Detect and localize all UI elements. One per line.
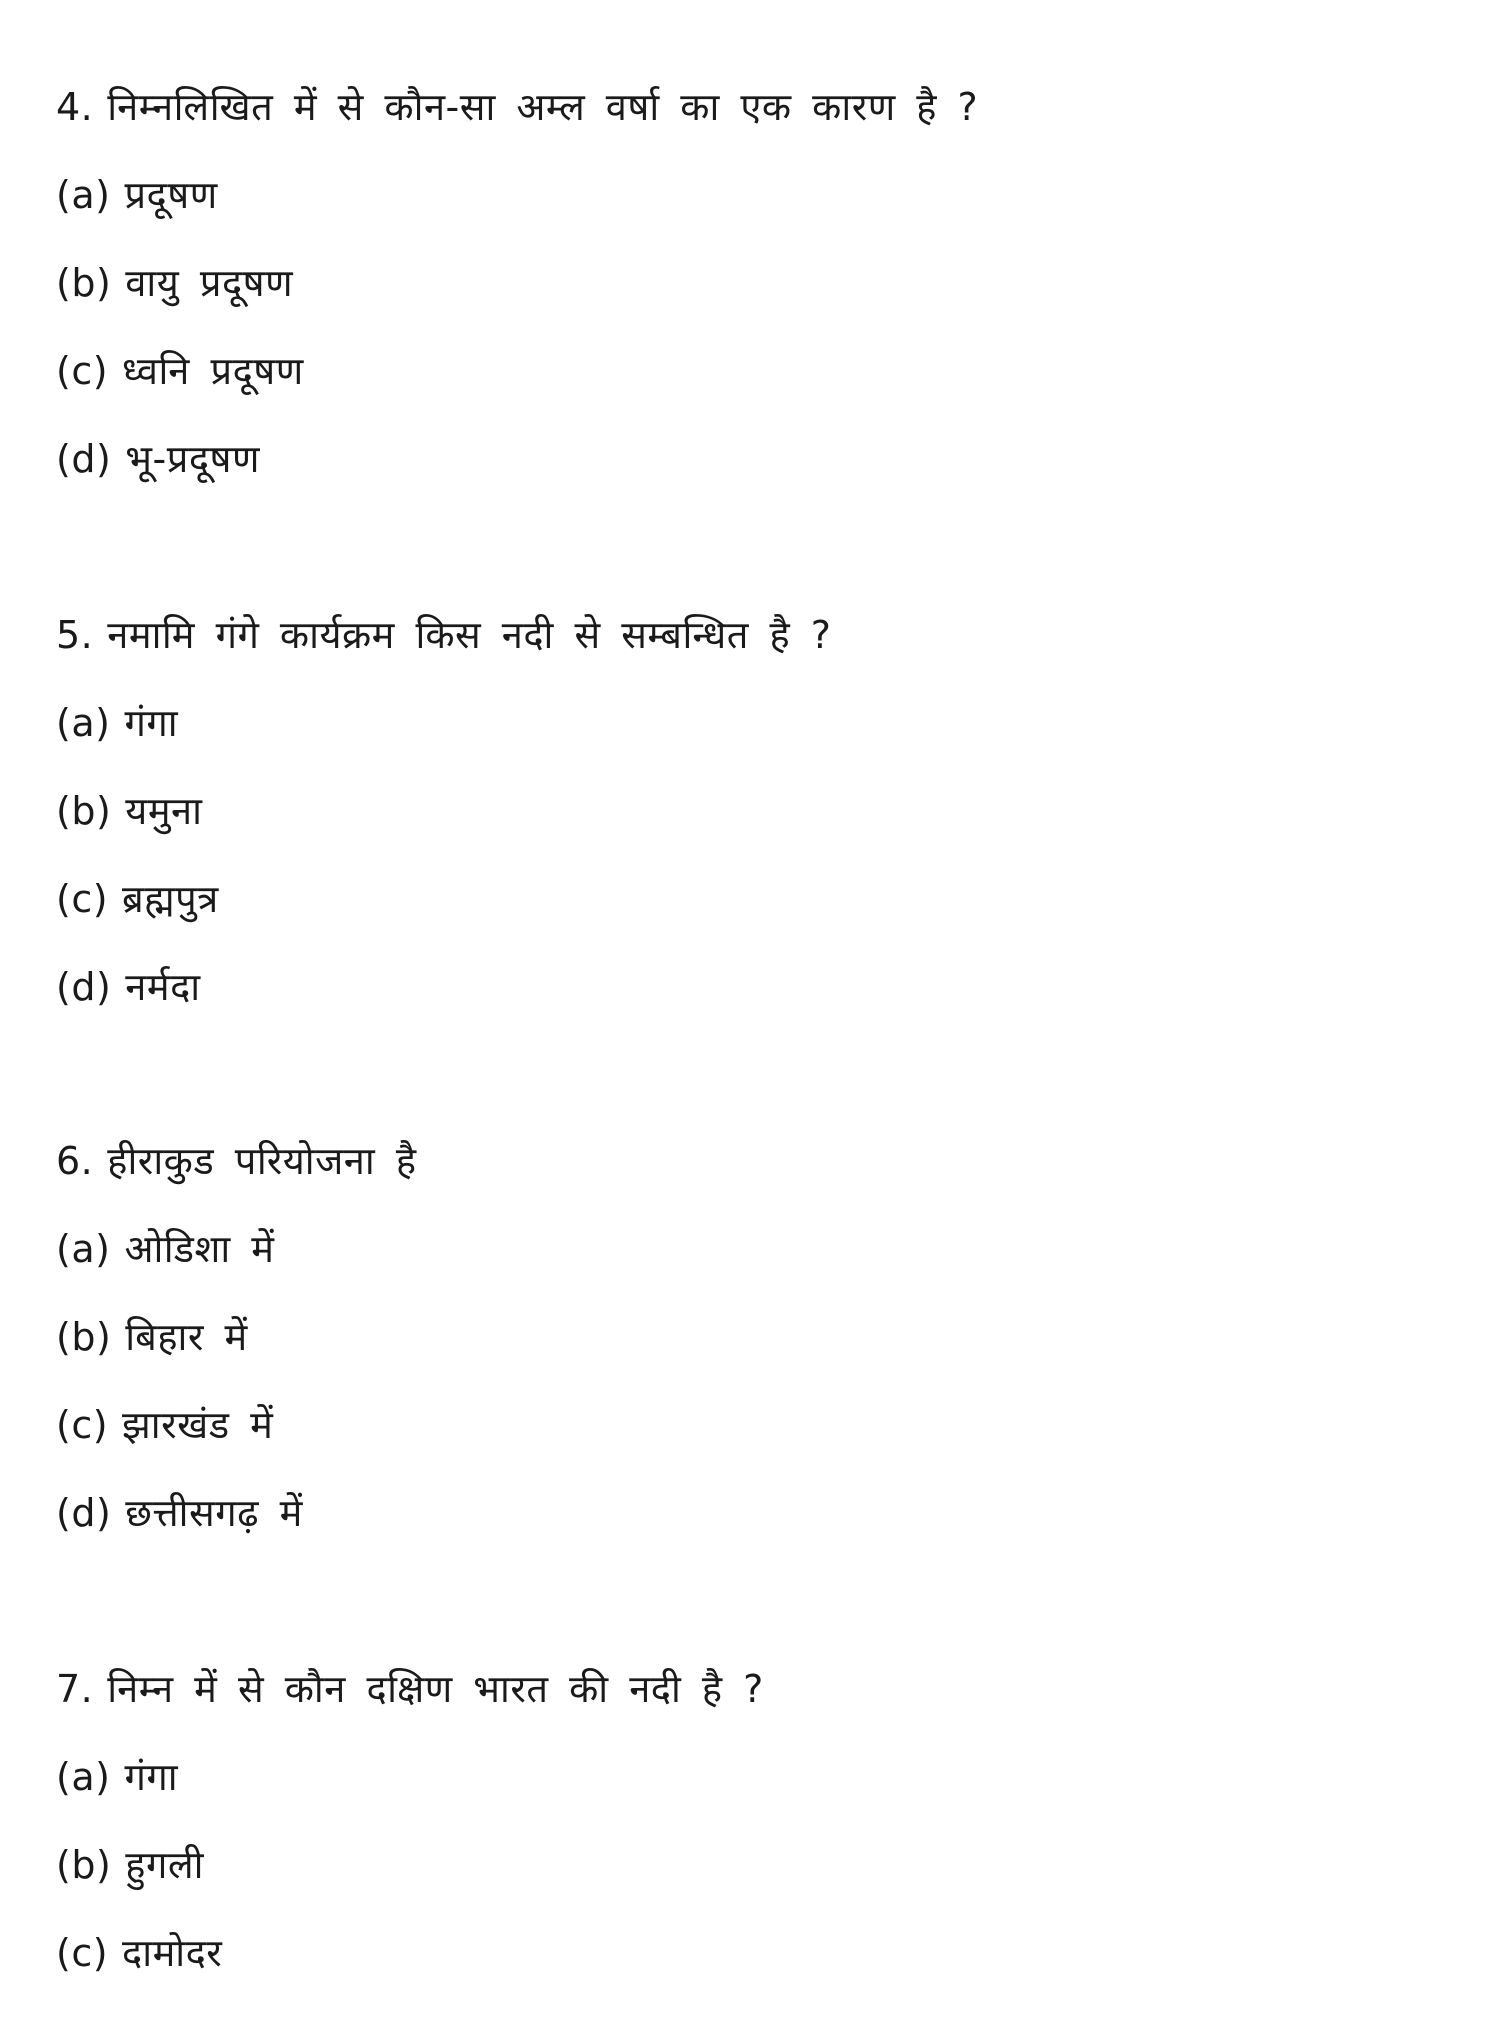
option-text: भू-प्रदूषण <box>125 437 260 481</box>
option-label: (a) <box>56 173 111 217</box>
option-text: यमुना <box>125 789 203 833</box>
option-label: (c) <box>56 1403 109 1447</box>
option-b <box>56 256 293 310</box>
option-text: ब्रह्मपुत्र <box>122 877 219 921</box>
option-text: प्रदूषण <box>124 173 218 217</box>
option-d <box>56 960 201 1014</box>
question-text <box>56 1134 417 1188</box>
question-number: 7. <box>56 1667 94 1711</box>
option-text: छत्तीसगढ़ में <box>125 1491 303 1535</box>
option-c <box>56 872 219 926</box>
question-stem: निम्न में से कौन दक्षिण भारत की नदी है ? <box>107 1667 764 1711</box>
option-text: गंगा <box>124 1755 179 1799</box>
option-text: नर्मदा <box>125 965 201 1009</box>
option-text: ध्वनि प्रदूषण <box>122 349 304 393</box>
question-text <box>56 608 831 662</box>
question-stem: निम्नलिखित में से कौन-सा अम्ल वर्षा का एक कारण है ? <box>107 85 979 129</box>
option-a <box>56 1222 274 1276</box>
question-number: 5. <box>56 613 94 657</box>
option-b <box>56 1838 204 1892</box>
option-text: ओडिशा में <box>124 1227 275 1271</box>
option-label: (c) <box>56 877 109 921</box>
option-d <box>56 1486 303 1540</box>
option-label: (b) <box>56 789 112 833</box>
option-label: (d) <box>56 437 112 481</box>
question-number: 6. <box>56 1139 94 1183</box>
option-label: (c) <box>56 349 109 393</box>
option-d <box>56 432 260 486</box>
option-c <box>56 1398 273 1452</box>
option-label: (d) <box>56 1491 112 1535</box>
option-text: हुगली <box>125 1843 204 1887</box>
question-stem: हीराकुड परियोजना है <box>107 1139 417 1183</box>
option-label: (c) <box>56 1931 109 1975</box>
option-c <box>56 344 304 398</box>
question-text <box>56 1662 764 1716</box>
option-label: (a) <box>56 701 111 745</box>
option-text: गंगा <box>124 701 179 745</box>
question-number: 4. <box>56 85 94 129</box>
option-c <box>56 1926 222 1980</box>
option-label: (a) <box>56 1227 111 1271</box>
question-text <box>56 80 978 134</box>
option-a <box>56 1750 178 1804</box>
option-label: (b) <box>56 261 112 305</box>
option-text: बिहार में <box>125 1315 248 1359</box>
option-b <box>56 1310 248 1364</box>
option-text: झारखंड में <box>122 1403 274 1447</box>
option-label: (b) <box>56 1315 112 1359</box>
question-stem: नमामि गंगे कार्यक्रम किस नदी से सम्बन्धित है ? <box>107 613 832 657</box>
option-label: (d) <box>56 965 112 1009</box>
option-a <box>56 168 218 222</box>
option-label: (a) <box>56 1755 111 1799</box>
option-text: दामोदर <box>122 1931 223 1975</box>
option-label: (b) <box>56 1843 112 1887</box>
option-text: वायु प्रदूषण <box>125 261 294 305</box>
option-a <box>56 696 178 750</box>
option-b <box>56 784 202 838</box>
